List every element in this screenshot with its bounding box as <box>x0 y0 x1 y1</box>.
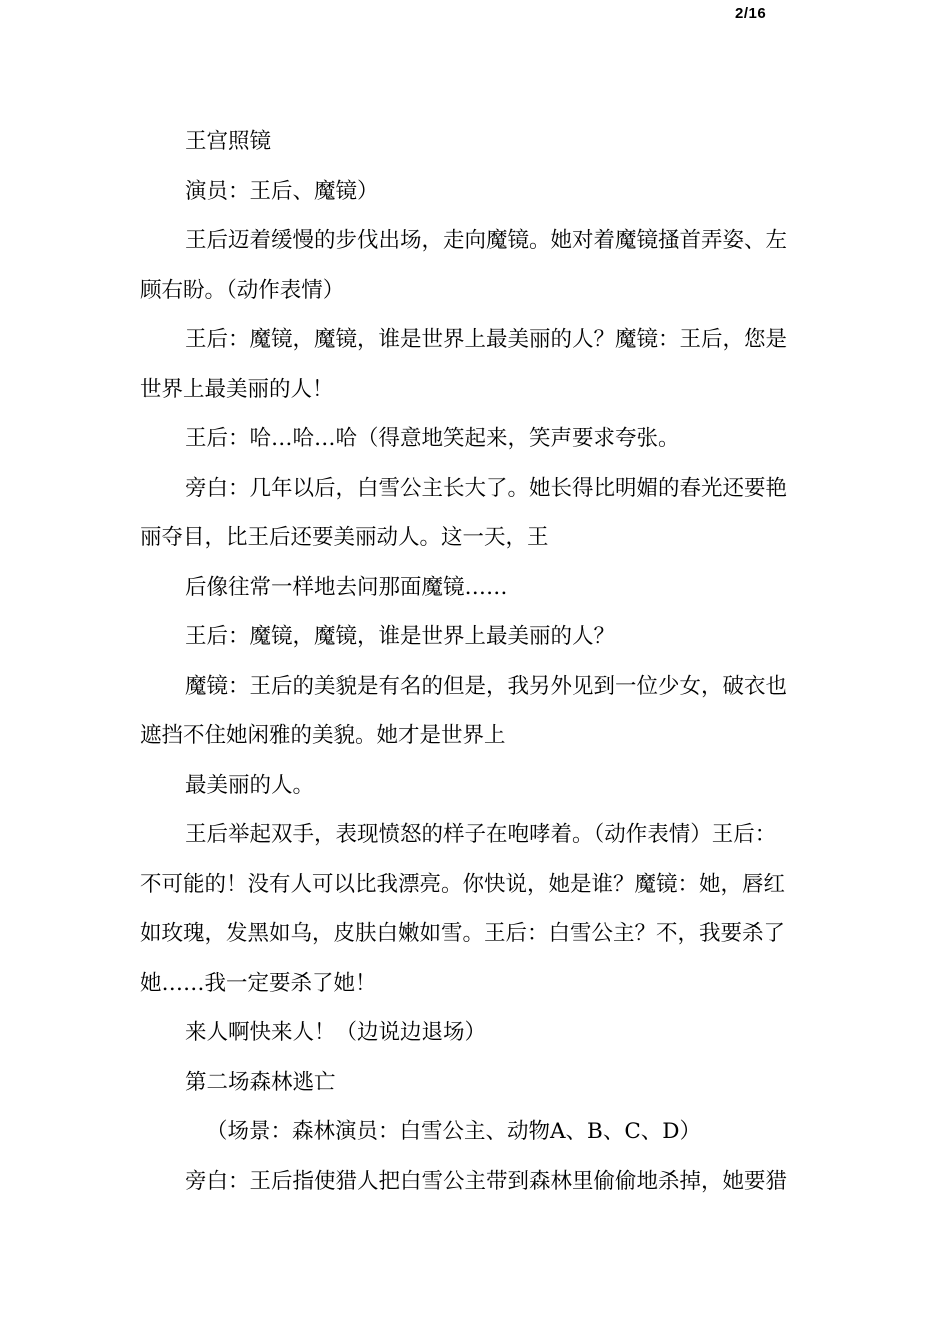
dialogue-line: 她……我一定要杀了她！ <box>140 970 377 996</box>
scene-title: 王宫照镜 <box>185 129 272 154</box>
dialogue-line: 王后：哈…哈…哈（得意地笑起来，笑声要求夸张。 <box>185 426 680 451</box>
dialogue-line: 如玫瑰，发黑如乌，皮肤白嫩如雪。王后：白雪公主？不，我要杀了 <box>140 921 786 946</box>
text-line: 顾右盼。（动作表情） <box>140 277 345 303</box>
scene-title: 第二场森林逃亡 <box>185 1069 336 1095</box>
dialogue-line: 世界上最美丽的人！ <box>140 376 334 402</box>
narration-line: 后像往常一样地去问那面魔镜…… <box>185 574 508 600</box>
narration-line: 丽夺目，比王后还要美丽动人。这一天，王 <box>140 525 549 550</box>
page-number: 2/16 <box>735 5 767 22</box>
narration-line: 旁白：王后指使猎人把白雪公主带到森林里偷偷地杀掉，她要猎 <box>185 1168 788 1194</box>
dialogue-line: 最美丽的人。 <box>185 772 315 798</box>
dialogue-line: 不可能的！没有人可以比我漂亮。你快说，她是谁？魔镜：她，唇红 <box>140 871 786 897</box>
text-line: 王后举起双手，表现愤怒的样子在咆哮着。（动作表情）王后： <box>185 822 777 847</box>
dialogue-line: 王后：魔镜，魔镜，谁是世界上最美丽的人？ <box>185 624 616 649</box>
text-line: 王后迈着缓慢的步伐出场，走向魔镜。她对着魔镜搔首弄姿、左 <box>185 228 788 253</box>
narration-line: 旁白：几年以后，白雪公主长大了。她长得比明媚的春光还要艳 <box>185 475 788 501</box>
document-body <box>140 117 812 1206</box>
dialogue-line: 魔镜：王后的美貌是有名的但是，我另外见到一位少女，破衣也 <box>185 673 788 699</box>
cast-line: 演员：王后、魔镜） <box>185 178 379 204</box>
cast-line: （场景：森林演员：白雪公主、动物A、B、C、D） <box>206 1119 702 1144</box>
dialogue-line: 遮挡不住她闲雅的美貌。她才是世界上 <box>140 723 506 748</box>
dialogue-line: 王后：魔镜，魔镜，谁是世界上最美丽的人？魔镜：王后，您是 <box>185 327 788 352</box>
dialogue-line: 来人啊快来人！（边说边退场） <box>185 1020 487 1045</box>
